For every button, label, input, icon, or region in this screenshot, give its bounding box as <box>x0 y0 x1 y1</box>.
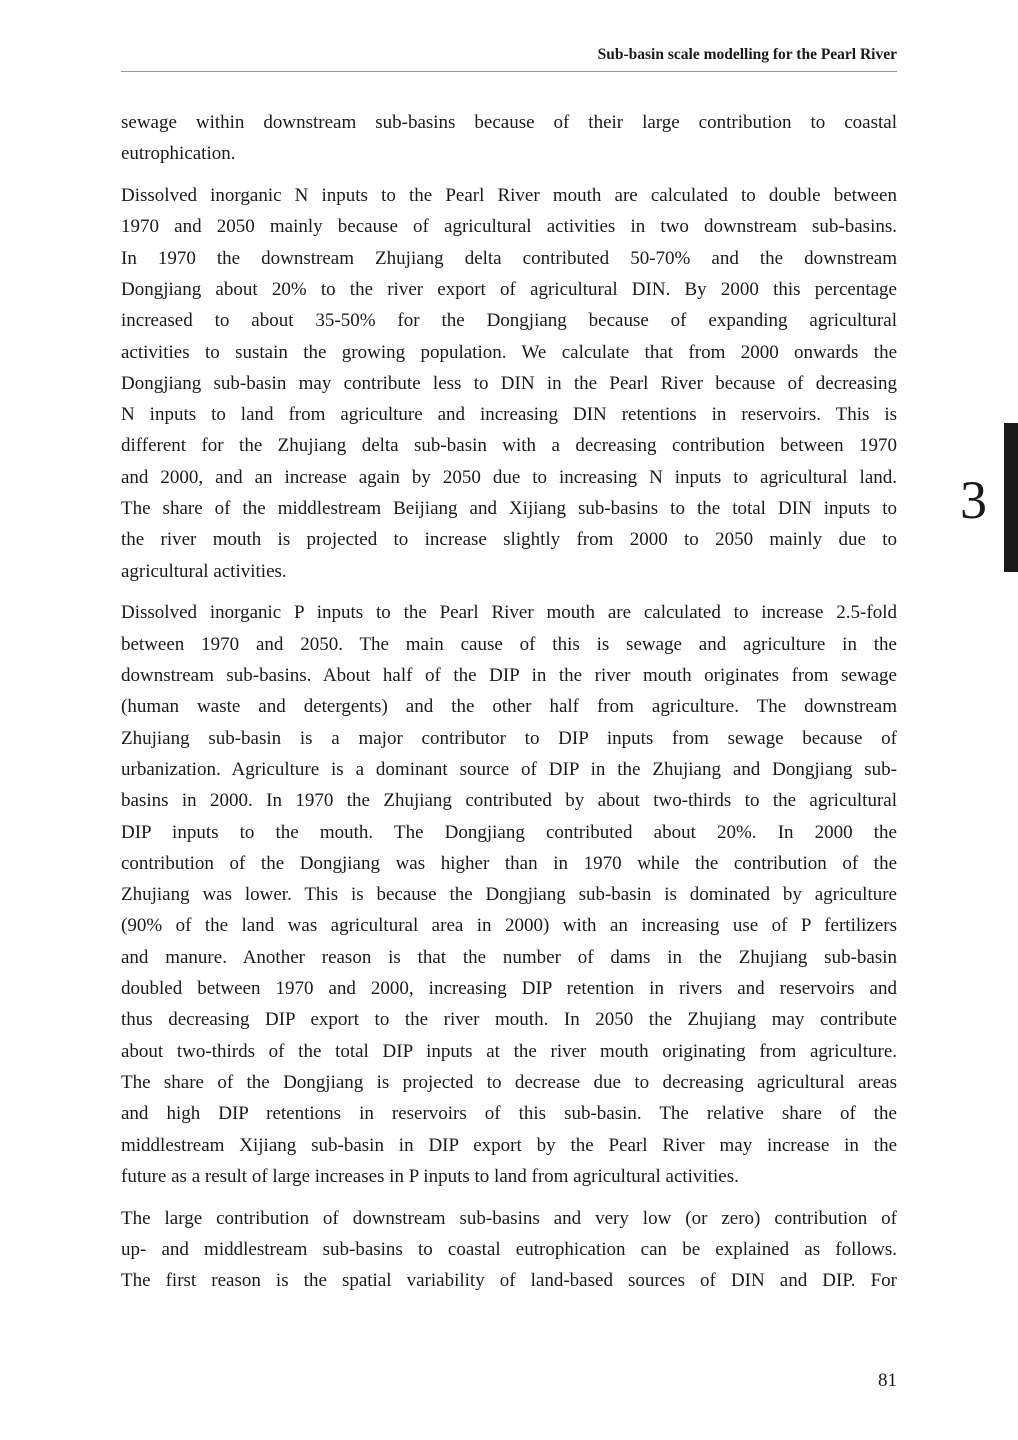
text-line: activities to sustain the growing population. We calculate that from 2000 onwards the <box>121 341 897 363</box>
chapter-tab-marker <box>1004 423 1018 572</box>
text-line: about two-thirds of the total DIP inputs at the river mouth originating from agriculture. <box>121 1040 897 1062</box>
text-line: The share of the Dongjiang is projected to decrease due to decreasing agricultural areas <box>121 1071 897 1093</box>
text-line: middlestream Xijiang sub-basin in DIP export by the Pearl River may increase in the <box>121 1134 897 1156</box>
header-rule <box>121 71 897 72</box>
body-text <box>121 107 897 1307</box>
text-line: Dissolved inorganic P inputs to the Pearl River mouth are calculated to increase 2.5-fold <box>121 602 897 624</box>
text-line: (90% of the land was agricultural area in 2000) with an increasing use of P fertilizers <box>121 915 897 937</box>
text-line: DIP inputs to the mouth. The Dongjiang contributed about 20%. In 2000 the <box>121 821 897 843</box>
text-line: up- and middlestream sub-basins to coastal eutrophication can be explained as follows. <box>121 1238 897 1260</box>
text-line: Dongjiang sub-basin may contribute less to DIN in the Pearl River because of decreasing <box>121 372 897 394</box>
text-line: increased to about 35-50% for the Dongjiang because of expanding agricultural <box>121 310 897 332</box>
text-line: agricultural activities. <box>121 560 287 582</box>
text-line: and high DIP retentions in reservoirs of this sub-basin. The relative share of the <box>121 1103 897 1125</box>
paragraph <box>121 180 897 587</box>
text-line: doubled between 1970 and 2000, increasing DIP retention in rivers and reservoirs and <box>121 978 897 1000</box>
chapter-number: 3 <box>960 470 987 530</box>
text-line: and manure. Another reason is that the number of dams in the Zhujiang sub-basin <box>121 946 897 968</box>
text-line: thus decreasing DIP export to the river mouth. In 2050 the Zhujiang may contribute <box>121 1009 897 1031</box>
text-line: downstream sub-basins. About half of the DIP in the river mouth originates from sewage <box>121 665 897 687</box>
text-line: Zhujiang sub-basin is a major contributor to DIP inputs from sewage because of <box>121 727 897 749</box>
text-line: Zhujiang was lower. This is because the Dongjiang sub-basin is dominated by agriculture <box>121 884 897 906</box>
text-line: basins in 2000. In 1970 the Zhujiang contributed by about two-thirds to the agricultural <box>121 790 897 812</box>
running-header: Sub-basin scale modelling for the Pearl River <box>597 46 897 63</box>
text-line: different for the Zhujiang delta sub-basin with a decreasing contribution between 1970 <box>121 435 897 457</box>
text-line: sewage within downstream sub-basins because of their large contribution to coastal <box>121 112 897 133</box>
text-line: the river mouth is projected to increase slightly from 2000 to 2050 mainly due to <box>121 529 897 551</box>
text-line: between 1970 and 2050. The main cause of this is sewage and agriculture in the <box>121 633 897 655</box>
text-line: The large contribution of downstream sub-basins and very low (or zero) contribution of <box>121 1207 897 1229</box>
page-number: 81 <box>878 1370 897 1391</box>
text-line: In 1970 the downstream Zhujiang delta contributed 50-70% and the downstream <box>121 247 897 269</box>
text-line: The first reason is the spatial variability of land-based sources of DIN and DIP. For <box>121 1270 897 1292</box>
text-line: 1970 and 2050 mainly because of agricultural activities in two downstream sub-basins. <box>121 216 897 238</box>
paragraph <box>121 107 897 170</box>
text-line: eutrophication. <box>121 143 236 165</box>
text-line: (human waste and detergents) and the other half from agriculture. The downstream <box>121 696 897 718</box>
text-line: and 2000, and an increase again by 2050 due to increasing N inputs to agricultural land. <box>121 466 897 488</box>
text-line: Dongjiang about 20% to the river export of agricultural DIN. By 2000 this percentage <box>121 278 897 300</box>
text-line: urbanization. Agriculture is a dominant source of DIP in the Zhujiang and Dongjiang sub- <box>121 758 897 780</box>
text-line: future as a result of large increases in P inputs to land from agricultural activities. <box>121 1165 739 1187</box>
paragraph <box>121 597 897 1192</box>
paragraph <box>121 1203 897 1297</box>
text-line: Dissolved inorganic N inputs to the Pearl River mouth are calculated to double between <box>121 185 897 207</box>
text-line: N inputs to land from agriculture and increasing DIN retentions in reservoirs. This is <box>121 404 897 426</box>
text-line: contribution of the Dongjiang was higher than in 1970 while the contribution of the <box>121 852 897 874</box>
text-line: The share of the middlestream Beijiang and Xijiang sub-basins to the total DIN inputs to <box>121 498 897 520</box>
